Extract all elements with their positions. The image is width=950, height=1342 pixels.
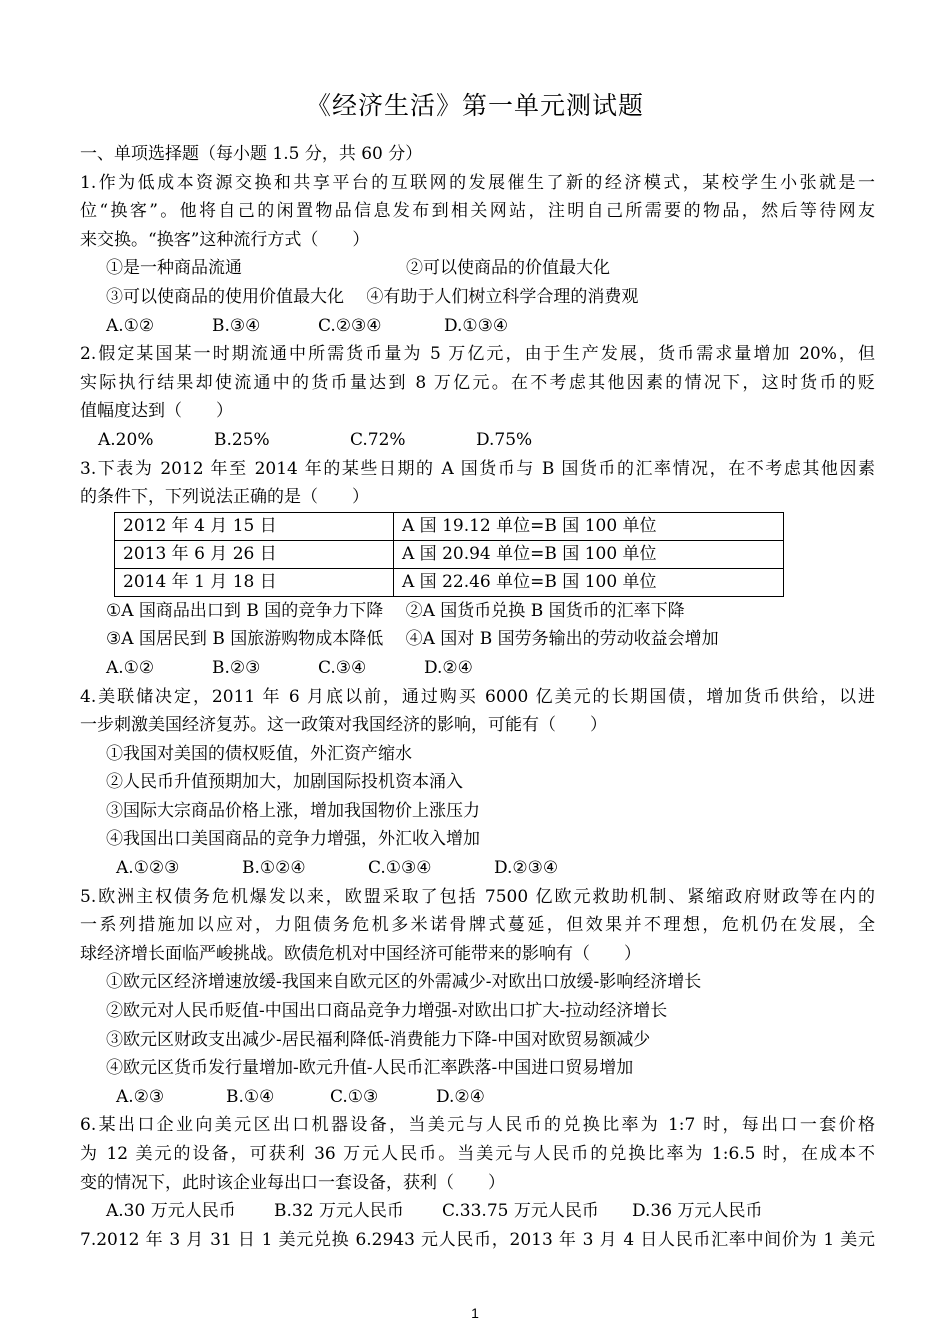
option-row: ③A 国居民到 B 国旅游购物成本降低 ④A 国对 B 国劳务输出的劳动收益会增加 [106,629,719,650]
answer-choice: B.25% [214,429,270,450]
answer-choice: C.①③④ [368,858,432,879]
table-cell-date: 2012 年 4 月 15 日 [115,512,394,540]
question-1 [80,169,875,341]
question-text-line: 为 12 美元的设备，可获利 36 万元人民币。当美元与人民币的兑换比率为 1:6.5 时，在成本不 [80,1144,875,1164]
question-text-line: 球经济增长面临严峻挑战。欧债危机对中国经济可能带来的影响有（ ） [80,943,641,964]
question-6 [80,1111,875,1225]
answer-choice: A.30 万元人民币 [106,1201,236,1222]
table-row [115,512,784,540]
page-number: 1 [471,1305,479,1321]
table-cell-rate: A 国 20.94 单位=B 国 100 单位 [394,540,784,568]
question-text-line: 变的情况下，此时该企业每出口一套设备，获利（ ） [80,1172,505,1193]
question-text-line: 1.作为低成本资源交换和共享平台的互联网的发展催生了新的经济模式，某校学生小张就是一 [80,172,875,193]
answer-choices [80,1083,875,1112]
question-2 [80,340,875,454]
table-row [115,540,784,568]
table-cell-date: 2014 年 1 月 18 日 [115,568,394,596]
answer-choice: C.②③④ [318,315,382,336]
answer-choice: A.①② [106,657,155,678]
question-text-line: 2.假定某国某一时期流通中所需货币量为 5 万亿元，由于生产发展，货币需求量增加 20%，但 [80,344,875,365]
question-text-line: 一步刺激美国经济复苏。这一政策对我国经济的影响，可能有（ ） [80,715,607,736]
answer-choice: D.①③④ [444,315,509,336]
question-text-line: 的条件下，下列说法正确的是（ ） [80,487,369,508]
answer-choices [80,426,875,455]
question-text-line: 值幅度达到（ ） [80,401,233,422]
exchange-rate-table [114,512,784,597]
question-text-line: 一系列措施加以应对，力阻债务危机多米诺骨牌式蔓延，但效果并不理想，危机仍在发展，全 [80,915,875,936]
answer-choice: D.②④ [424,657,473,678]
answer-choice: A.20% [98,429,154,450]
question-text-line: 4.美联储决定，2011 年 6 月底以前，通过购买 6000 亿美元的长期国债，增加货币供给，以进 [80,686,875,707]
question-text-line: 5.欧洲主权债务危机爆发以来，欧盟采取了包括 7500 亿欧元救助机制、紧缩政府财政等在内的 [80,886,875,907]
table-cell-date: 2013 年 6 月 26 日 [115,540,394,568]
answer-choices [80,1197,875,1226]
question-3 [80,455,875,683]
table-row [115,568,784,596]
answer-choice: D.36 万元人民币 [632,1201,763,1222]
option-statement: ①欧元区经济增速放缓-我国来自欧元区的外需减少-对欧出口放缓-影响经济增长 [106,972,702,993]
option-statement: ②欧元对人民币贬值-中国出口商品竞争力增强-对欧出口扩大-拉动经济增长 [106,1001,668,1022]
answer-choice: A.①②③ [116,858,180,879]
answer-choices [80,654,875,683]
answer-choice: C.③④ [318,657,367,678]
option-statement: ④欧元区货币发行量增加-欧元升值-人民币汇率跌落-中国进口贸易增加 [106,1058,634,1079]
answer-choice: B.①②④ [242,858,306,879]
answer-choice: D.②③④ [494,858,559,879]
answer-choice: B.32 万元人民币 [274,1201,404,1222]
answer-choice: C.33.75 万元人民币 [442,1201,599,1222]
option-statement: ②可以使商品的价值最大化 [406,258,610,279]
document-body [80,140,875,1254]
section-heading: 一、单项选择题（每小题 1.5 分，共 60 分） [80,144,423,164]
document-title: 《经济生活》第一单元测试题 [305,91,644,120]
option-statement: ④我国出口美国商品的竞争力增强，外汇收入增加 [106,829,480,850]
question-4 [80,683,875,883]
answer-choice: D.②④ [436,1086,485,1107]
option-row [80,254,875,283]
question-7 [80,1226,875,1255]
option-statement: ①我国对美国的债权贬值，外汇资产缩水 [106,743,412,764]
option-statement: ①是一种商品流通 [106,258,242,279]
answer-choices [80,854,875,883]
answer-choice: B.③④ [212,315,261,336]
question-text-line: 实际执行结果却使流通中的货币量达到 8 万亿元。在不考虑其他因素的情况下，这时货币的贬 [80,372,875,393]
question-text-line: 7.2012 年 3 月 31 日 1 美元兑换 6.2943 元人民币，2013 年 3 月 4 日人民币汇率中间价为 1 美元 [80,1229,875,1250]
option-statement: ③欧元区财政支出减少-居民福利降低-消费能力下降-中国对欧贸易额减少 [106,1029,651,1050]
answer-choice: A.①② [106,315,155,336]
answer-choice: D.75% [476,429,533,450]
option-statement: ③国际大宗商品价格上涨，增加我国物价上涨压力 [106,800,480,821]
answer-choice: A.②③ [116,1086,165,1107]
question-text-line: 位“换客”。他将自己的闲置物品信息发布到相关网站，注明自己所需要的物品，然后等待网友 [80,201,875,222]
table-cell-rate: A 国 22.46 单位=B 国 100 单位 [394,568,784,596]
question-text-line: 3.下表为 2012 年至 2014 年的某些日期的 A 国货币与 B 国货币的汇率情况，在不考虑其他因素 [80,458,875,479]
answer-choice: B.①④ [226,1086,275,1107]
answer-choice: C.①③ [330,1086,379,1107]
answer-choices [80,312,875,341]
answer-choice: C.72% [350,429,406,450]
question-text-line: 6.某出口企业向美元区出口机器设备，当美元与人民币的兑换比率为 1:7 时，每出口一套价格 [80,1115,875,1136]
option-statement: ②人民币升值预期加大，加剧国际投机资本涌入 [106,772,463,793]
answer-choice: B.②③ [212,657,261,678]
option-row: ③可以使商品的使用价值最大化 ④有助于人们树立科学合理的消费观 [106,286,639,307]
option-row: ①A 国商品出口到 B 国的竞争力下降 ②A 国货币兑换 B 国货币的汇率下降 [106,600,685,621]
question-text-line: 来交换。“换客”这种流行方式（ ） [80,229,370,250]
table-cell-rate: A 国 19.12 单位=B 国 100 单位 [394,512,784,540]
question-5 [80,883,875,1112]
